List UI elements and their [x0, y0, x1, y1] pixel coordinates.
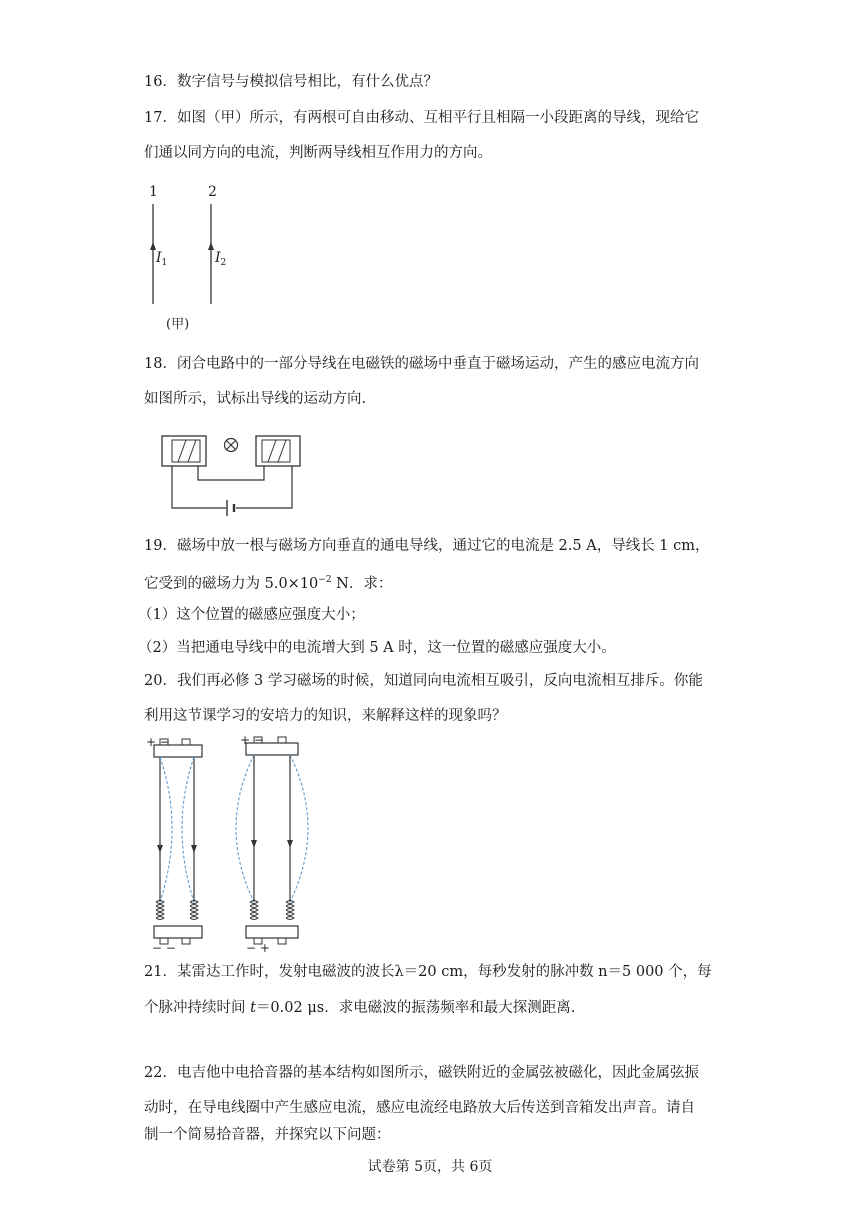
page-footer: 试卷第 5页，共 6页	[367, 1159, 493, 1175]
q16-text: 16．数字信号与模拟信号相比，有什么优点？	[144, 74, 438, 90]
q17-line1: 17．如图（甲）所示，有两根可自由移动、互相平行且相隔一小段距离的导线，现给它	[144, 110, 699, 126]
wire2-label: 2	[208, 184, 217, 200]
svg-text:I2	[214, 250, 226, 268]
q19-line2: 它受到的磁场力为 $5.0\times 10^{-2}$ N．求：	[144, 575, 393, 592]
current2-arrow	[208, 242, 214, 250]
q17-figure-parallel-wires	[140, 180, 250, 336]
q18-figure-electromagnet-circuit	[156, 430, 306, 522]
q17-line2: 们通以同方向的电流，判断两导线相互作用力的方向。	[144, 145, 492, 161]
left-top-signs: + −	[146, 735, 170, 749]
right-bottom-signs: − +	[246, 941, 270, 954]
q22-line1: 22．电吉他中电拾音器的基本结构如图所示，磁铁附近的金属弦被磁化，因此金属弦振	[144, 1065, 699, 1081]
q20-figure-parallel-currents	[142, 730, 312, 954]
current1-arrow	[150, 242, 156, 250]
q19-sub2: （2）当把通电导线中的电流增大到 5 A 时，这一位置的磁感应强度大小。	[138, 640, 616, 656]
q20-line2: 利用这节课学习的安培力的知识，来解释这样的现象吗？	[144, 708, 507, 724]
current2-label: I	[215, 250, 221, 266]
q22-line3: 制一个简易拾音器，并探究以下问题：	[144, 1127, 391, 1143]
wire1-label: 1	[149, 184, 158, 200]
right-top-signs: + −	[240, 733, 264, 747]
left-bottom-signs: − −	[152, 941, 176, 954]
svg-text:I1	[155, 250, 167, 268]
current1-label: I	[156, 250, 162, 266]
q21-line2: 个脉冲持续时间 t＝0.02 μs．求电磁波的振荡频率和最大探测距离.	[144, 1000, 576, 1016]
current-into-page-icon	[225, 439, 238, 452]
current1-sub: 1	[161, 258, 168, 268]
q22-line2: 动时，在导电线圈中产生感应电流，感应电流经电路放大后传送到音箱发出声音。请自	[144, 1100, 695, 1116]
q19-line1: 19．磁场中放一根与磁场方向垂直的通电导线，通过它的电流是 2.5 A，导线长 1 cm，	[144, 538, 710, 554]
q20-line1: 20．我们再必修 3 学习磁场的时候，知道同向电流相互吸引，反向电流相互排斥。你能	[144, 673, 703, 689]
q18-line2: 如图所示，试标出导线的运动方向.	[144, 391, 367, 407]
left-apparatus	[146, 735, 202, 954]
figure-caption: (甲)	[166, 317, 190, 332]
q19-sub1: （1）这个位置的磁感应强度大小；	[138, 607, 365, 623]
q18-line1: 18．闭合电路中的一部分导线在电磁铁的磁场中垂直于磁场运动，产生的感应电流方向	[144, 356, 699, 372]
q21-line1: 21．某雷达工作时，发射电磁波的波长λ＝20 cm，每秒发射的脉冲数 n＝5 000 个，每	[144, 964, 712, 980]
current2-sub: 2	[220, 258, 227, 268]
right-apparatus	[236, 733, 308, 954]
